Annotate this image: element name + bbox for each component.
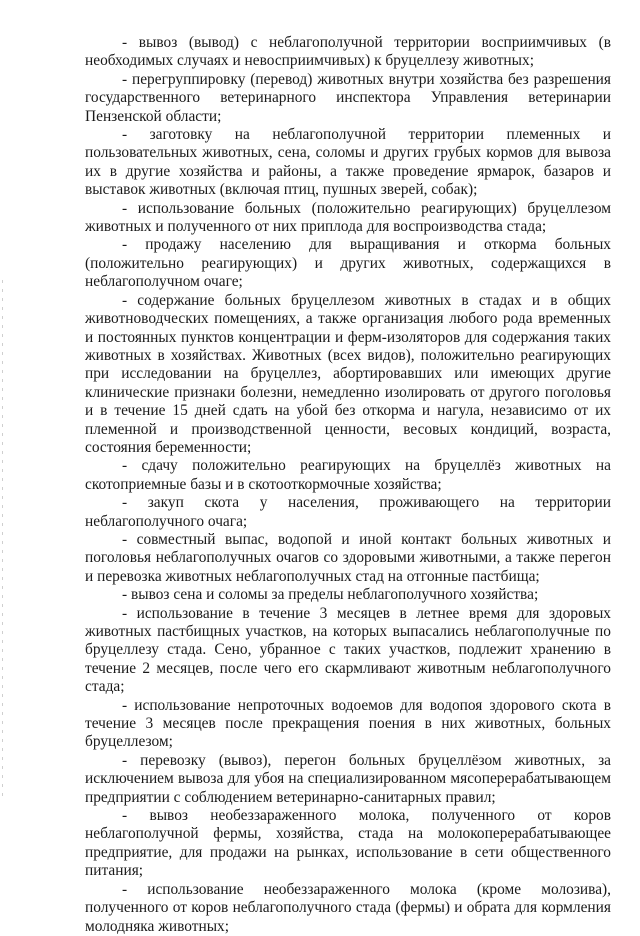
restriction-item-15: - использование необеззараженного молока (кроме молозива), полученного от коров неблагополучного стада (фермы) и обрата для кормления молодняка животных; xyxy=(85,880,611,935)
restriction-item-14: - вывоз необеззараженного молока, полученного от коров неблагополучной фермы, хозяйства, стада на молокоперерабатывающее предприятие, для продажи на рынках, использование в сети общественного питания; xyxy=(85,807,611,880)
restriction-item-12: - использование непроточных водоемов для водопоя здорового скота в течение 3 месяцев после прекращения поения в них животных, больных бруцеллезом; xyxy=(85,696,611,751)
restriction-item-8: - закуп скота у населения, проживающего на территории неблагополучного очага; xyxy=(85,494,611,530)
document-body xyxy=(85,34,611,936)
scan-edge-artifact xyxy=(2,280,3,800)
restriction-item-11: - использование в течение 3 месяцев в летнее время для здоровых животных пастбищных участков, на которых выпасались неблагополучные по бруцеллезу стада. Сено, убранное с таких участков, подлежит хранению в течение 2 месяцев, после чего его скармливают животным неблагополучного стада; xyxy=(85,604,611,696)
restriction-item-13: - перевозку (вывоз), перегон больных бруцеллёзом животных, за исключением вывоза для убоя на специализированном мясоперерабатывающем предприятии с соблюдением ветеринарно-санитарных правил; xyxy=(85,751,611,806)
restriction-item-3: - заготовку на неблагополучной территории племенных и пользовательных животных, сена, соломы и других грубых кормов для вывоза их в другие хозяйства и районы, а также проведение ярмарок, базаров и выставок животных (включая птиц, пушных зверей, собак); xyxy=(85,126,611,199)
restriction-item-5: - продажу населению для выращивания и откорма больных (положительно реагирующих) и других животных, содержащихся в неблагополучном очаге; xyxy=(85,236,611,291)
restriction-item-1: - вывоз (вывод) с неблагополучной территории восприимчивых (в необходимых случаях и невосприимчивых) к бруцеллезу животных; xyxy=(85,34,611,70)
restriction-item-9: - совместный выпас, водопой и иной контакт больных животных и поголовья неблагополучных очагов со здоровыми животными, а также перегон и перевозка животных неблагополучных стад на отгонные пастбища; xyxy=(85,530,611,585)
restriction-item-7: - сдачу положительно реагирующих на бруцеллёз животных на скотоприемные базы и в скотооткормочные хозяйства; xyxy=(85,457,611,493)
restriction-item-10: - вывоз сена и соломы за пределы неблагополучного хозяйства; xyxy=(122,586,539,604)
restriction-item-6: - содержание больных бруцеллезом животных в стадах и в общих животноводческих помещениях, а также организация любого рода временных и постоянных пунктов концентрации и ферм-изоляторов для содержания таких животных в хозяйствах. Животных (всех видов), положительно реагирующих при исследовании на бруцеллез, абортировавших или имеющих другие клинические признаки болезни, немедленно изолировать от другого поголовья и в течение 15 дней сдать на убой без откорма и нагула, независимо от их племенной и производственной ценности, весовых кондиций, возраста, состояния беременности; xyxy=(85,291,611,456)
restriction-item-2: - перегруппировку (перевод) животных внутри хозяйства без разрешения государственного ветеринарного инспектора Управления ветеринарии Пензенской области; xyxy=(85,70,611,125)
restriction-item-4: - использование больных (положительно реагирующих) бруцеллезом животных и полученного от них приплода для воспроизводства стада; xyxy=(85,199,611,236)
